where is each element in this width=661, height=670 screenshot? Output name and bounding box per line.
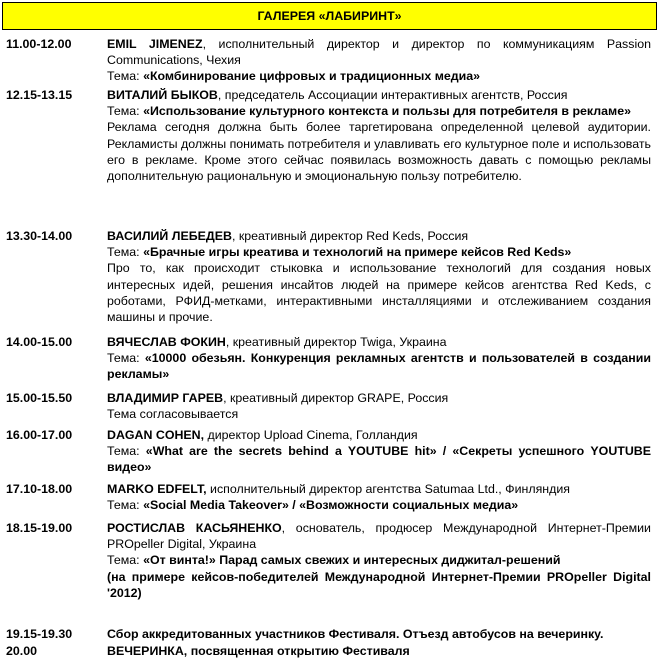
session-time: 15.00-15.50 (6, 391, 73, 405)
session-description: Про то, как происходит стыковка и использование технологий для создания новых интересных идей, решения инсайтов людей на примере кейсов агентства Red Keds, с роботами, РФИД-метками, интерактивными инсталляциями и отслеживанием создания машины и прочие. (107, 261, 651, 325)
session-content (107, 228, 651, 325)
session-time: 12.15-13.15 (6, 88, 73, 102)
session-content (107, 481, 651, 513)
session-content (107, 390, 651, 422)
speaker-role: , креативный директор Twiga, Украина (225, 335, 447, 349)
session-topic: «Social Media Takeover» / «Возможности социальных медиа» (143, 498, 519, 513)
session-topic: «Брачные игры креатива и технологий на примере кейсов Red Keds» (143, 245, 572, 260)
speaker-role: , креативный директор GRAPE, Россия (223, 391, 449, 405)
session-topic: «От винта!» Парад самых свежих и интересных диджитал-решений (143, 553, 561, 568)
session-topic: «Комбинирование цифровых и традиционных медиа» (143, 69, 481, 84)
topic-prefix: Тема: (107, 444, 146, 459)
topic-prefix: Тема: (107, 69, 144, 84)
session-topic: «What are the secrets behind a YOUTUBE hit» / «Секреты успешного YOUTUBE видео» (107, 444, 652, 475)
session-time: 11.00-12.00 (6, 37, 72, 51)
speaker-name: ВАСИЛИЙ ЛЕБЕДЕВ (107, 229, 232, 243)
session-topic-details: (на примере кейсов-победителей Международной Интернет-Премии PROpeller Digital '2012) (107, 569, 651, 600)
event-time: 19.15-19.30 (6, 627, 73, 641)
topic-prefix: Тема: (107, 104, 144, 119)
speaker-name: ВИТАЛИЙ БЫКОВ (107, 88, 218, 102)
topic-prefix: Тема: (107, 245, 144, 260)
speaker-name: РОСТИСЛАВ КАСЬЯНЕНКО (107, 521, 282, 535)
session-content (107, 334, 651, 383)
speaker-role: исполнительный директор агентства Satumaa Ltd., Финляндия (206, 482, 570, 496)
session-time: 17.10-18.00 (6, 482, 73, 496)
topic-prefix: Тема: (107, 351, 145, 366)
speaker-name: ВЯЧЕСЛАВ ФОКИН (107, 335, 226, 349)
session-content (107, 87, 651, 184)
speaker-name: EMIL JIMENEZ (107, 37, 203, 51)
topic-prefix: Тема: (107, 498, 144, 513)
session-time: 13.30-14.00 (6, 229, 73, 243)
session-content (107, 427, 651, 476)
speaker-name: ВЛАДИМИР ГАРЕВ (107, 391, 224, 405)
session-note: Тема согласовывается (107, 407, 239, 422)
speaker-name: DAGAN COHEN, (107, 428, 205, 442)
session-topic: «Использование культурного контекста и пользы для потребителя в рекламе» (143, 104, 631, 119)
topic-prefix: Тема: (107, 553, 144, 568)
speaker-role: , председатель Ассоциации интерактивных агентств, Россия (217, 88, 568, 102)
speaker-role: , креативный директор Red Keds, Россия (231, 229, 469, 243)
event-content (107, 643, 651, 659)
session-content (107, 520, 651, 601)
event-text: ВЕЧЕРИНКА, посвященная открытию Фестиваля (107, 644, 410, 658)
session-content (107, 36, 651, 85)
session-time: 16.00-17.00 (6, 428, 73, 442)
session-time: 14.00-15.00 (6, 335, 73, 349)
event-content (107, 626, 651, 642)
speaker-role: , исполнительный директор и директор по коммуникациям Passion Communications, Чехия (107, 37, 651, 68)
speaker-role: , основатель, продюсер Международной Интернет-Премии PROpeller Digital, Украина (107, 521, 651, 552)
session-description: Реклама сегодня должна быть более таргетирована определенной целевой аудитории. Рекламисты должны понимать потребителя и улавливать его культурное поле и использовать его в рекламе. Кроме этого сейчас появилась возможность давать с помощью рекламы дополнительную рациональную и эмоциональную пользу потребителю. (107, 120, 651, 184)
gallery-header (2, 2, 657, 30)
gallery-title: ГАЛЕРЕЯ «ЛАБИРИНТ» (257, 9, 402, 23)
event-text: Сбор аккредитованных участников Фестиваля. Отъезд автобусов на вечеринку. (107, 627, 604, 641)
speaker-name: MARKO EDFELT, (107, 482, 207, 496)
speaker-role: директор Upload Cinema, Голландия (204, 428, 418, 442)
session-topic: «10000 обезьян. Конкуренция рекламных агентств и пользователей в создании рекламы» (107, 351, 652, 382)
event-time: 20.00 (6, 644, 38, 658)
session-time: 18.15-19.00 (6, 521, 73, 535)
